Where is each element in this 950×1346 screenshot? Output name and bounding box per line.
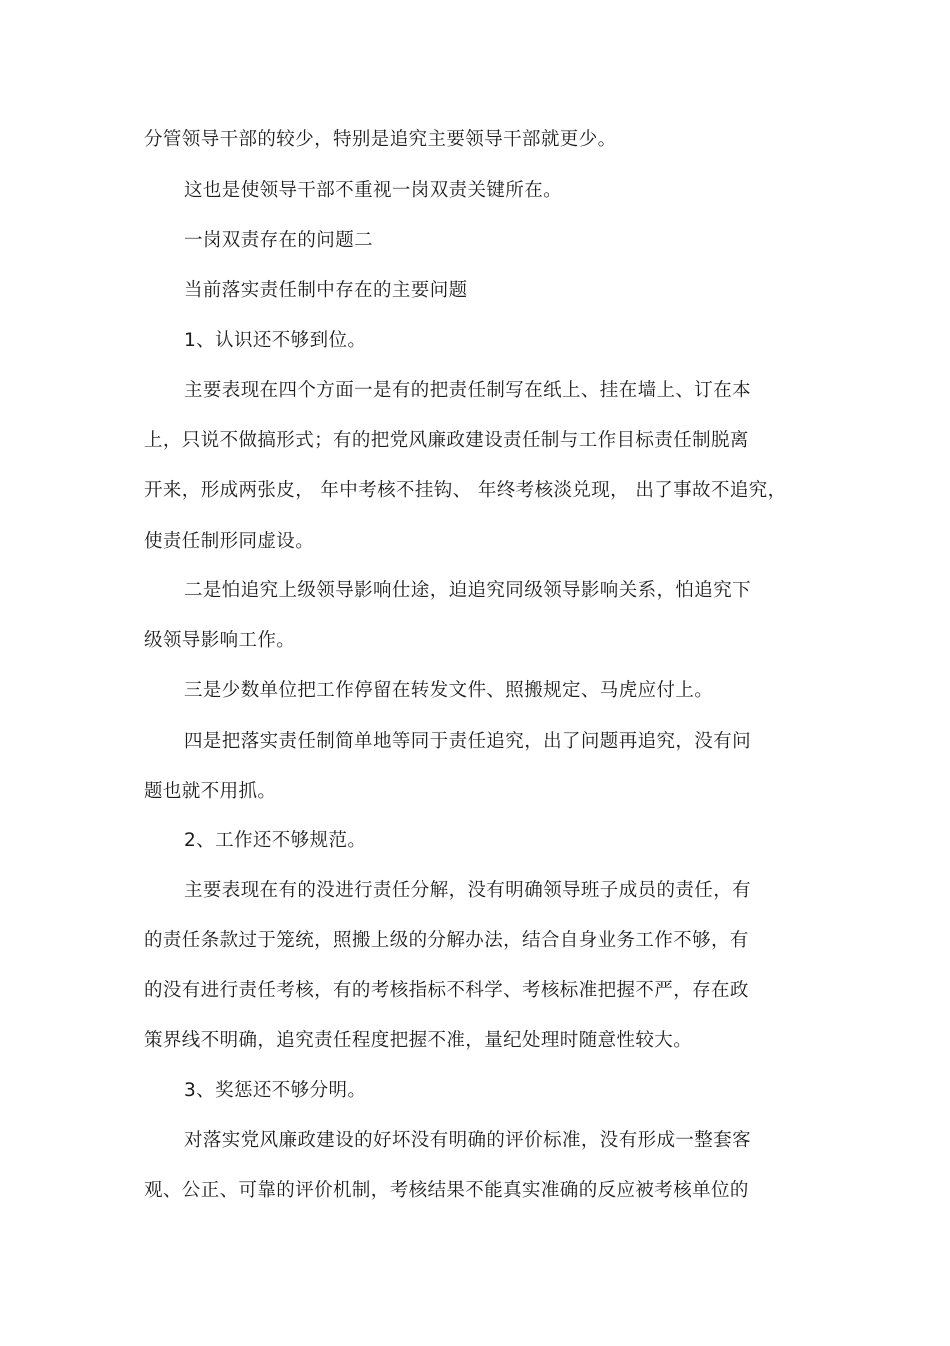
text-line: 上，只说不做搞形式；有的把党风廉政建设责任制与工作目标责任制脱离 xyxy=(144,430,749,451)
text-line: 对落实党风廉政建设的好坏没有明确的评价标准，没有形成一整套客 xyxy=(184,1130,752,1151)
list-heading: 2、工作还不够规范。 xyxy=(184,830,367,851)
text-line: 四是把落实责任制简单地等同于责任追究，出了问题再追究，没有问 xyxy=(184,731,752,752)
text-line: 这也是使领导干部不重视一岗双责关键所在。 xyxy=(184,180,563,201)
list-heading: 1、认识还不够到位。 xyxy=(184,330,367,351)
text-line: 级领导影响工作。 xyxy=(144,630,296,651)
text-line: 题也就不用抓。 xyxy=(144,781,277,802)
text-line: 的没有进行责任考核，有的考核指标不科学、考核标准把握不严，存在政 xyxy=(144,980,749,1001)
text-line: 三是少数单位把工作停留在转发文件、照搬规定、马虎应付上。 xyxy=(184,680,714,701)
text-line: 使责任制形同虚设。 xyxy=(144,531,315,552)
section-heading: 一岗双责存在的问题二 xyxy=(184,230,374,251)
text-line: 的责任条款过于笼统，照搬上级的分解办法，结合自身业务工作不够，有 xyxy=(144,930,749,951)
text-line: 策界线不明确，追究责任程度把握不准，量纪处理时随意性较大。 xyxy=(144,1030,693,1051)
text-line: 主要表现在有的没进行责任分解，没有明确领导班子成员的责任，有 xyxy=(184,880,752,901)
text-line: 主要表现在四个方面一是有的把责任制写在纸上、挂在墙上、订在本 xyxy=(184,380,752,401)
text-line: 二是怕追究上级领导影响仕途，迫追究同级领导影响关系，怕追究下 xyxy=(184,580,752,601)
text-line: 开来，形成两张皮， 年中考核不挂钩、 年终考核淡兑现， 出了事故不追究， xyxy=(144,480,787,501)
section-subheading: 当前落实责任制中存在的主要问题 xyxy=(184,280,468,301)
text-line: 观、公正、可靠的评价机制，考核结果不能真实准确的反应被考核单位的 xyxy=(144,1180,749,1201)
text-line: 分管领导干部的较少，特别是追究主要领导干部就更少。 xyxy=(144,129,617,150)
list-heading: 3、奖惩还不够分明。 xyxy=(184,1080,367,1101)
